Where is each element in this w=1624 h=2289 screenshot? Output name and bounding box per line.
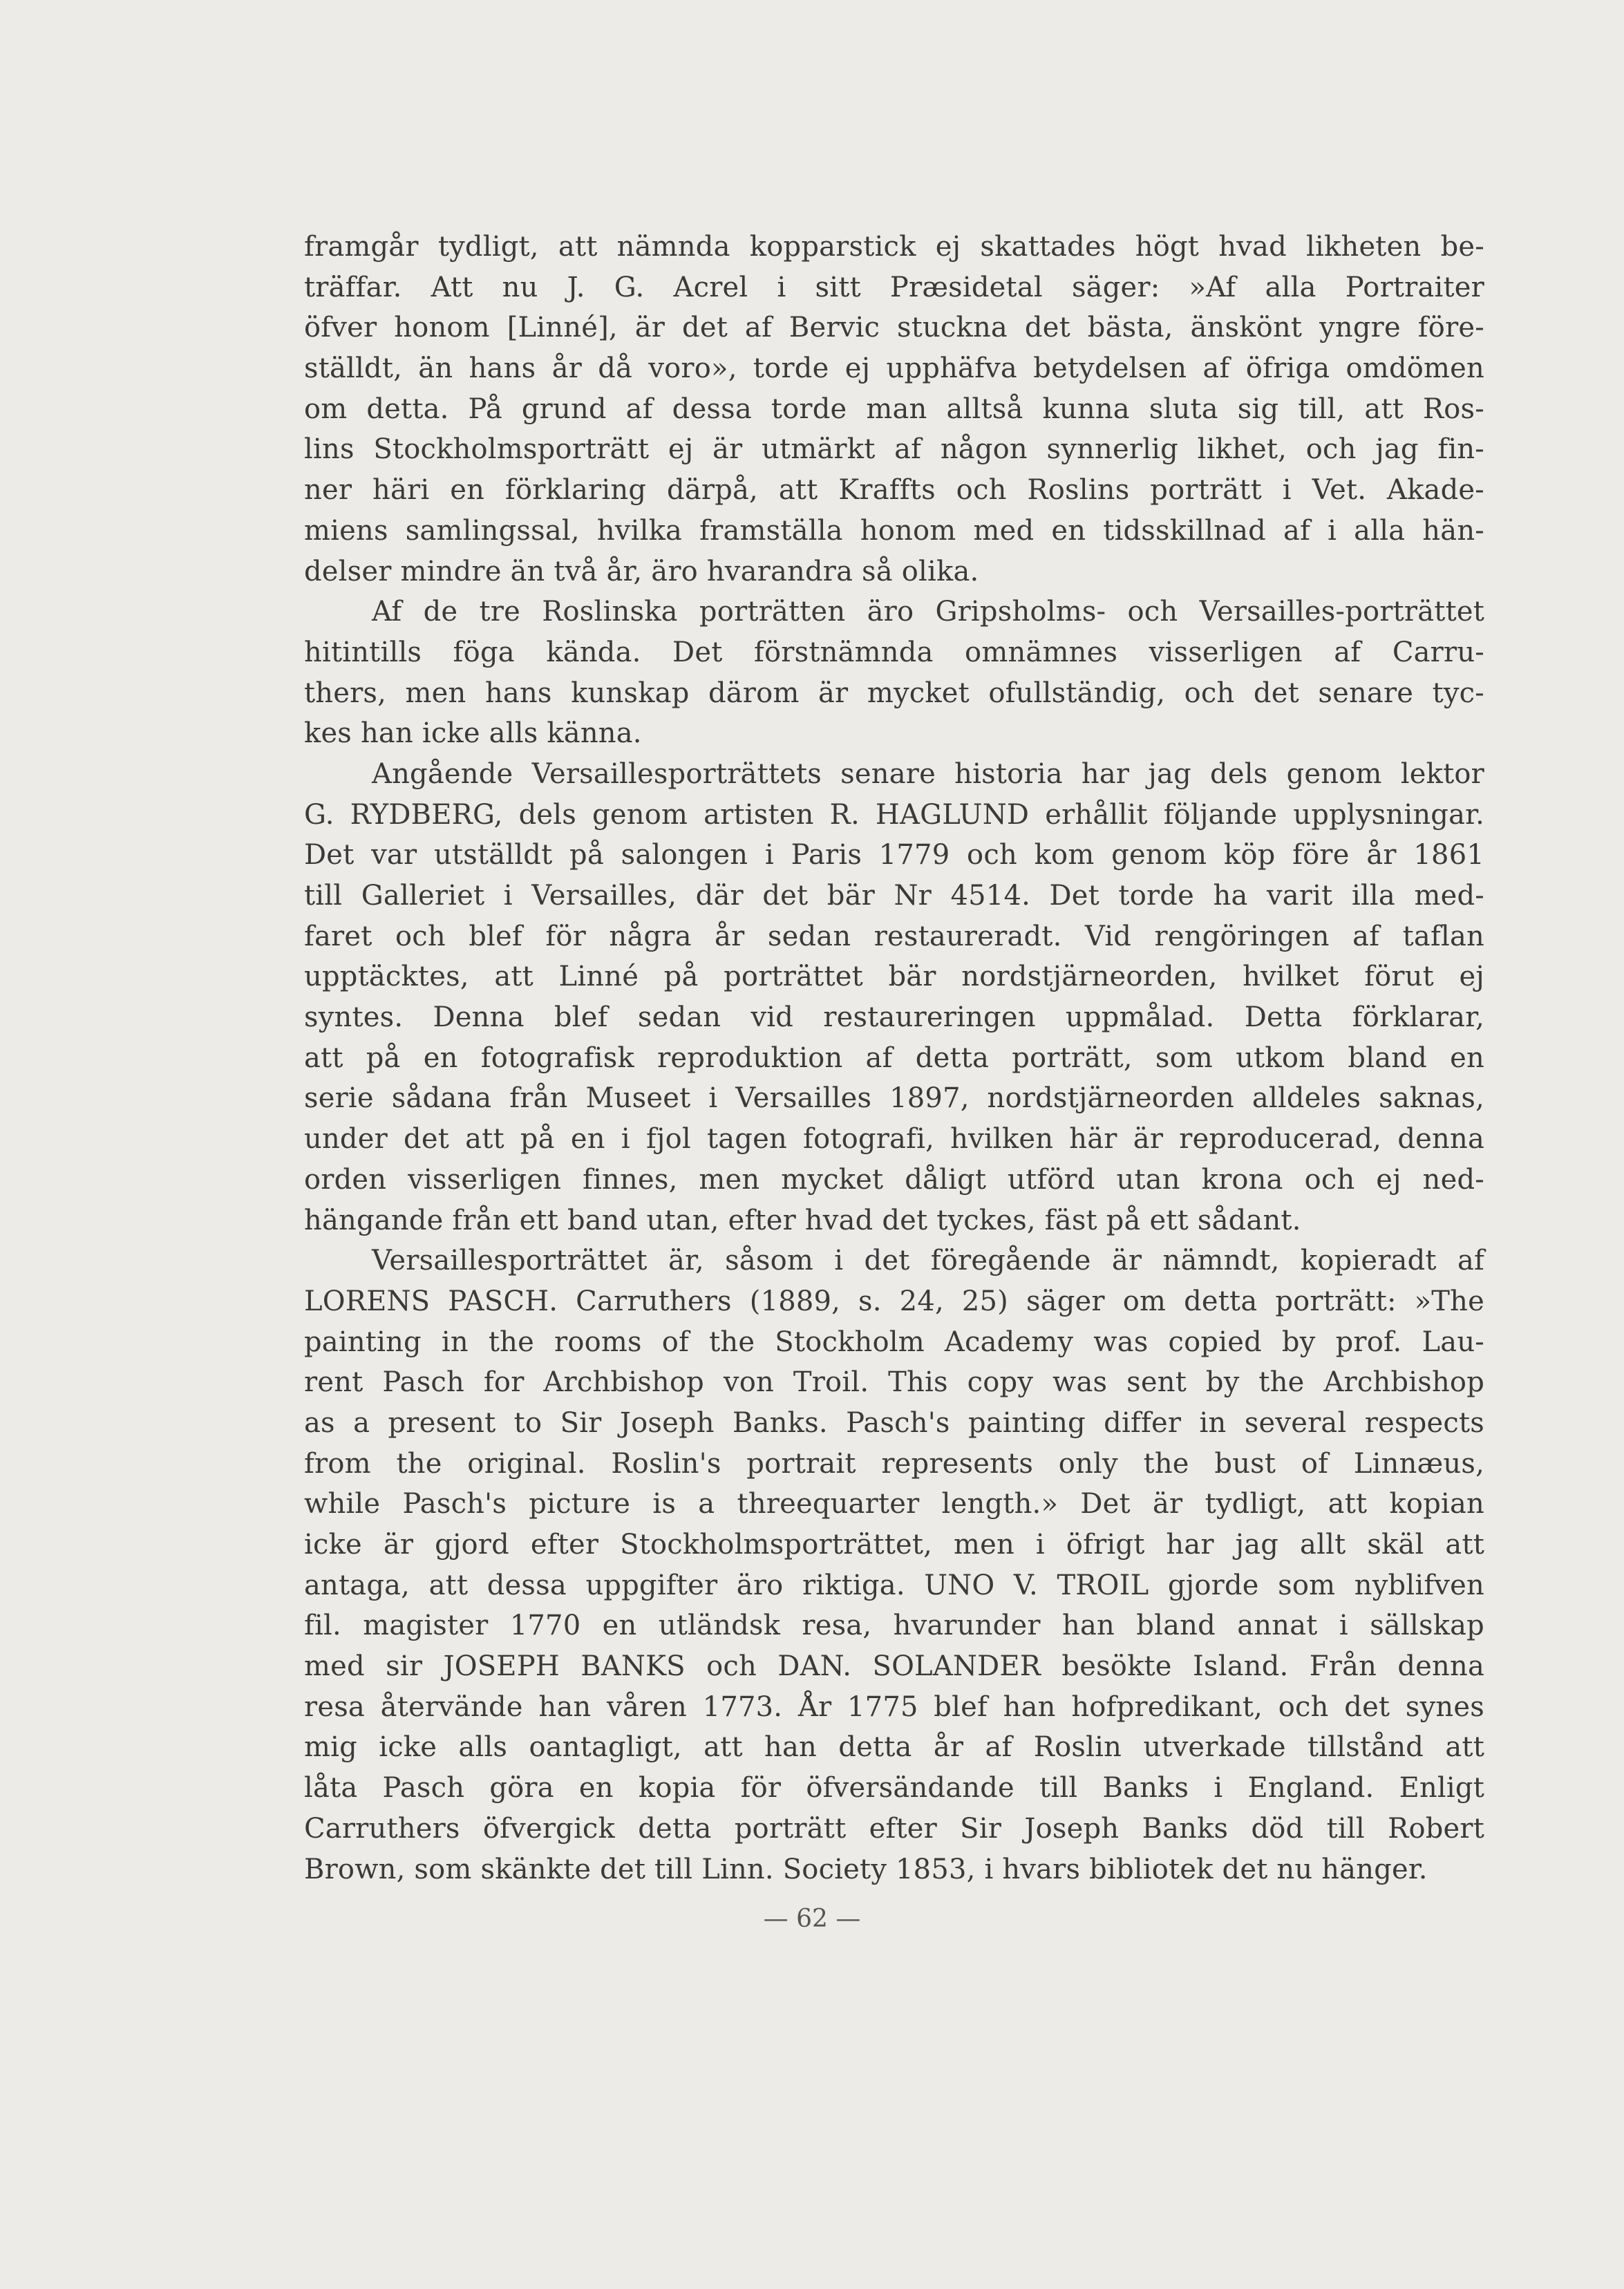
text-line: Brown, som skänkte det till Linn. Society 1853, i hvars bibliotek det nu hänger. [304, 1853, 1428, 1885]
text-line: as a present to Sir Joseph Banks. Pasch's painting differ in several respects [304, 1406, 1484, 1439]
text-line: Versaillesporträttet är, såsom i det föregående är nämndt, kopieradt af [372, 1245, 1484, 1277]
body-text [304, 227, 1484, 1890]
text-line: ner häri en förklaring därpå, att Kraffts och Roslins porträtt i Vet. Akade- [304, 474, 1484, 507]
text-line: Angående Versaillesporträttets senare historia har jag dels genom lektor [372, 757, 1484, 790]
text-line: kes han icke alls känna. [304, 717, 642, 750]
text-line: orden visserligen finnes, men mycket dåligt utförd utan krona och ej ned- [304, 1163, 1484, 1196]
text-line: painting in the rooms of the Stockholm Academy was copied by prof. Lau- [304, 1326, 1484, 1358]
page-number: — 62 — [763, 1905, 861, 1933]
text-line: träffar. Att nu J. G. Acrel i sitt Præsidetal säger: »Af alla Portraiter [304, 271, 1484, 303]
text-line: ställdt, än hans år då voro», torde ej upphäfva betydelsen af öfriga omdömen [304, 352, 1484, 385]
text-line: LORENS PASCH. Carruthers (1889, s. 24, 25) säger om detta porträtt: »The [304, 1285, 1484, 1317]
text-line: while Pasch's picture is a threequarter length.» Det är tydligt, att kopian [304, 1488, 1484, 1520]
text-line: Af de tre Roslinska porträtten äro Gripsholms- och Versailles-porträttet [372, 596, 1484, 628]
text-line: fil. magister 1770 en utländsk resa, hvarunder han bland annat i sällskap [304, 1610, 1484, 1642]
text-line: icke är gjord efter Stockholmsporträttet, men i öfrigt har jag allt skäl att [304, 1529, 1484, 1561]
text-line: thers, men hans kunskap därom är mycket ofullständig, och det senare tyc- [304, 677, 1484, 709]
text-line: G. RYDBERG, dels genom artisten R. HAGLUND erhållit följande upplysningar. [304, 798, 1484, 831]
text-line: syntes. Denna blef sedan vid restaureringen uppmålad. Detta förklarar, [304, 1001, 1484, 1034]
text-line: miens samlingssal, hvilka framställa honom med en tidsskillnad af i alla hän- [304, 514, 1484, 547]
text-line: med sir JOSEPH BANKS och DAN. SOLANDER besökte Island. Från denna [304, 1650, 1484, 1683]
text-line: lins Stockholmsporträtt ej är utmärkt af någon synnerlig likhet, och jag fin- [304, 433, 1484, 466]
text-line: mig icke alls oantagligt, att han detta år af Roslin utverkade tillstånd att [304, 1731, 1484, 1764]
text-line: till Galleriet i Versailles, där det bär Nr 4514. Det torde ha varit illa med- [304, 880, 1484, 912]
text-line: Det var utställdt på salongen i Paris 1779 och kom genom köp före år 1861 [304, 839, 1484, 872]
text-line: öfver honom [Linné], är det af Bervic stuckna det bästa, änskönt yngre före- [304, 312, 1484, 344]
text-line: att på en fotografisk reproduktion af detta porträtt, som utkom bland en [304, 1042, 1484, 1074]
text-line: under det att på en i fjol tagen fotografi, hvilken här är reproducerad, denna [304, 1123, 1484, 1156]
text-line: antaga, att dessa uppgifter äro riktiga. UNO V. TROIL gjorde som nyblifven [304, 1569, 1484, 1601]
text-line: hängande från ett band utan, efter hvad det tyckes, fäst på ett sådant. [304, 1204, 1301, 1236]
text-line: om detta. På grund af dessa torde man alltså kunna sluta sig till, att Ros- [304, 393, 1484, 425]
text-line: Carruthers öfvergick detta porträtt efter Sir Joseph Banks död till Robert [304, 1812, 1484, 1845]
text-line: resa återvände han våren 1773. År 1775 blef han hofpredikant, och det synes [304, 1690, 1484, 1723]
text-line: framgår tydligt, att nämnda kopparstick ej skattades högt hvad likheten be- [304, 231, 1484, 263]
text-line: delser mindre än två år, äro hvarandra så olika. [304, 555, 979, 587]
text-line: rent Pasch for Archbishop von Troil. This copy was sent by the Archbishop [304, 1366, 1484, 1399]
text-line: faret och blef för några år sedan restaureradt. Vid rengöringen af taflan [304, 920, 1484, 952]
text-line: upptäcktes, att Linné på porträttet bär nordstjärneorden, hvilket förut ej [304, 961, 1484, 993]
text-line: serie sådana från Museet i Versailles 1897, nordstjärneorden alldeles saknas, [304, 1082, 1484, 1115]
text-line: hitintills föga kända. Det förstnämnda omnämnes visserligen af Carru- [304, 636, 1484, 668]
text-line: låta Pasch göra en kopia för öfversändande till Banks i England. Enligt [304, 1772, 1484, 1805]
text-line: from the original. Roslin's portrait represents only the bust of Linnæus, [304, 1447, 1484, 1480]
